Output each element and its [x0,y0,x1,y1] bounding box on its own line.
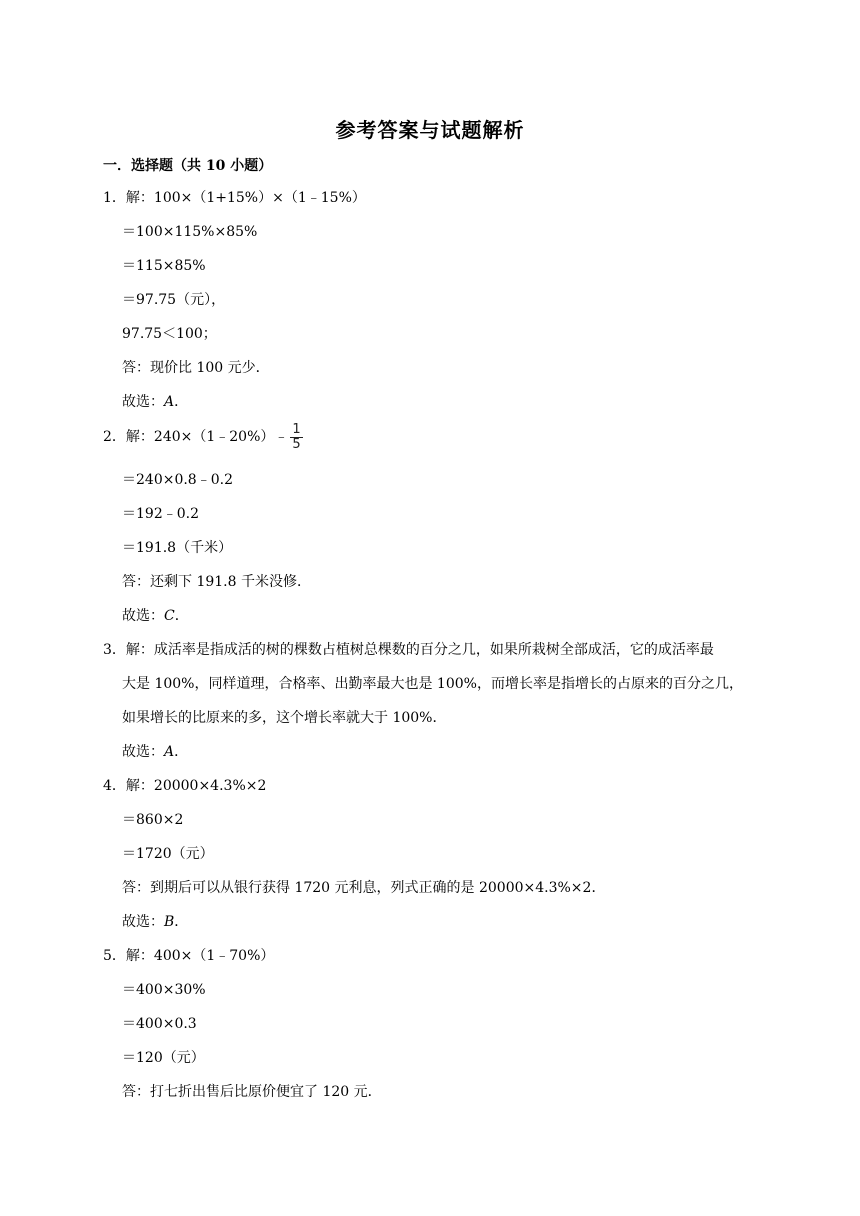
q1-choice-suffix: ． [174,394,189,410]
q4-step-1: ＝860×2 [122,812,184,828]
q3-choice [122,742,188,762]
q2-choice [122,606,189,626]
q3-line-2: 大是 100%，同样道理，合格率、出勤率最大也是 100%，而增长率是指增长的占原来的百分之几， [122,676,743,692]
q5-step-3: ＝120（元） [122,1050,205,1066]
page-title: 参考答案与试题解析 [335,118,525,142]
q1-step-4: 97.75＜100； [122,326,217,342]
q5-head: 5．解：400×（1﹣70%） [103,948,275,964]
q1-step-3: ＝97.75（元）， [122,292,226,308]
q2-step-3: ＝191.8（千米） [122,540,233,556]
q5-step-2: ＝400×0.3 [122,1016,197,1032]
q3-line-1 [103,640,714,660]
q3-line-3: 如果增长的比原来的多，这个增长率就大于 100%． [122,710,447,726]
q5-step-1: ＝400×30% [122,982,206,998]
q2-choice-letter: C [164,608,175,624]
q2-fraction-denominator: 5 [292,436,301,452]
q5-answer: 答：打七折出售后比原价便宜了 120 元． [122,1084,382,1100]
q4-head: 4．解：20000×4.3%×2 [103,778,267,794]
q1-choice [122,392,188,412]
q3-choice-prefix: 故选： [122,744,164,760]
q2-head [103,420,303,454]
q2-fraction-numerator: 1 [292,421,301,437]
q1-choice-letter: A [164,394,175,410]
q3-text-1: 解：成活率是指成活的树的棵数占植树总棵数的百分之几，如果所栽树全部成活，它的成活率最 [125,642,714,658]
q4-choice-suffix: ． [174,914,189,930]
q3-number: 3． [103,642,126,658]
q2-step-1: ＝240×0.8﹣0.2 [122,472,233,488]
q4-step-2: ＝1720（元） [122,846,214,862]
q1-answer: 答：现价比 100 元少． [122,360,270,376]
q2-choice-prefix: 故选： [122,608,164,624]
q2-fraction [290,423,302,452]
q2-choice-suffix: ． [174,608,189,624]
q2-step-2: ＝192﹣0.2 [122,506,199,522]
q2-head-text: 2．解：240×（1﹣20%）﹣ [103,429,289,445]
q3-choice-suffix: ． [174,744,189,760]
q4-choice-letter: B [164,914,175,930]
q1-step-1: ＝100×115%×85% [122,224,258,240]
q1-head: 1．解：100×（1+15%）×（1﹣15%） [103,190,366,206]
section-heading: 一．选择题（共 10 小题） [103,158,273,174]
q4-choice [122,912,188,932]
q3-choice-letter: A [164,744,175,760]
q4-answer: 答：到期后可以从银行获得 1720 元利息，列式正确的是 20000×4.3%×2． [122,880,606,896]
q1-step-2: ＝115×85% [122,258,206,274]
q4-choice-prefix: 故选： [122,914,164,930]
q2-answer: 答：还剩下 191.8 千米没修． [122,574,311,590]
q1-choice-prefix: 故选： [122,394,164,410]
